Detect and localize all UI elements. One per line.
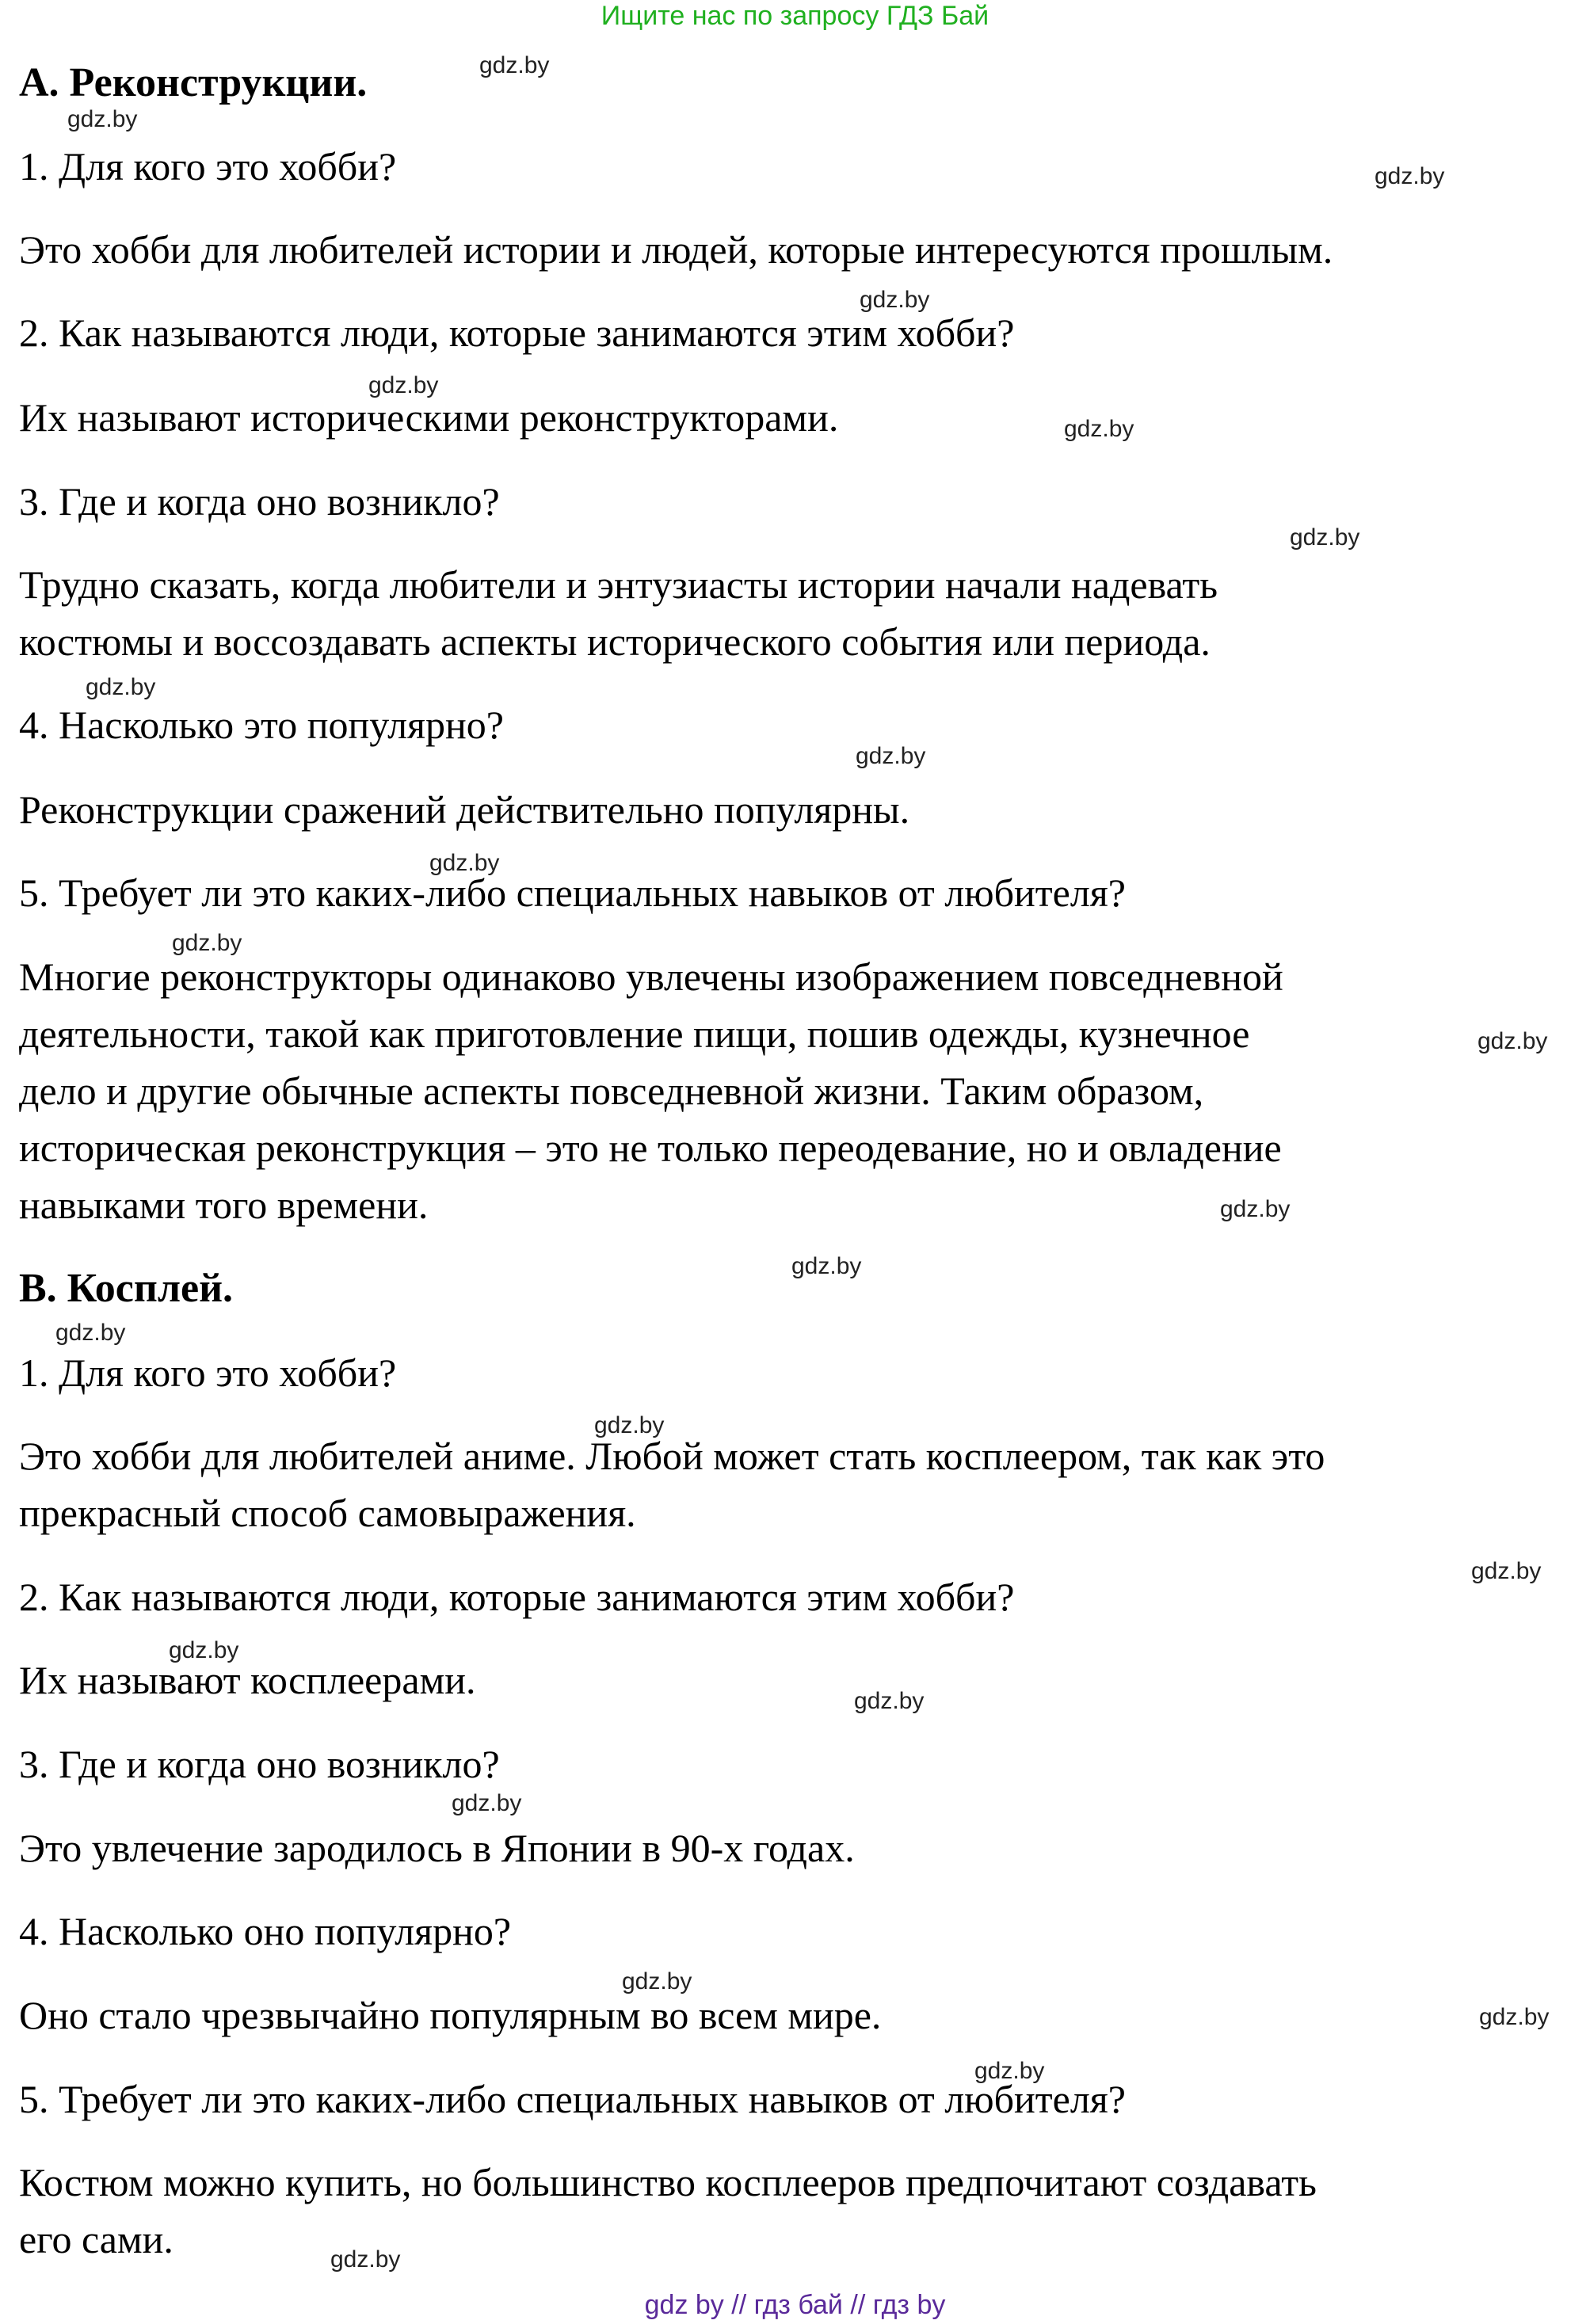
section-b-question-1: 1. Для кого это хобби? [19,1351,397,1395]
section-b-answer-5-line-2: его сами. [19,2217,173,2261]
watermark: gdz.by [452,1790,522,1816]
section-a-answer-5-line-5: навыками того времени. [19,1183,429,1227]
section-b-question-4: 4. Насколько оно популярно? [19,1909,512,1953]
section-a-answer-2: Их называют историческими реконструкторами. [19,395,839,440]
watermark: gdz.by [974,2058,1045,2084]
watermark: gdz.by [429,850,500,876]
watermark: gdz.by [368,372,439,398]
watermark: gdz.by [856,743,926,769]
watermark: gdz.by [1478,1028,1548,1054]
watermark: gdz.by [67,106,138,132]
section-a-question-2: 2. Как называются люди, которые занимаются этим хобби? [19,311,1015,355]
section-a-answer-3-line-1: Трудно сказать, когда любители и энтузиасты истории начали надевать [19,562,1218,607]
watermark: gdz.by [1220,1196,1291,1222]
section-a-question-3: 3. Где и когда оно возникло? [19,479,500,524]
watermark: gdz.by [330,2246,401,2273]
watermark: gdz.by [1471,1558,1542,1584]
footer-links: gdz by // гдз бай // гдз by [644,2290,946,2320]
section-a-question-5: 5. Требует ли это каких-либо специальных навыков от любителя? [19,871,1126,915]
watermark: gdz.by [594,1412,665,1438]
watermark: gdz.by [1064,416,1134,442]
section-a-question-4: 4. Насколько это популярно? [19,703,504,747]
watermark: gdz.by [55,1320,126,1346]
section-b-question-3: 3. Где и когда оно возникло? [19,1742,500,1786]
section-b-question-2: 2. Как называются люди, которые занимаются этим хобби? [19,1575,1015,1619]
section-b-answer-1-line-1: Это хобби для любителей аниме. Любой может стать косплеером, так как это [19,1434,1325,1478]
watermark: gdz.by [172,930,242,956]
section-a-answer-5-line-3: дело и другие обычные аспекты повседневной жизни. Таким образом, [19,1069,1204,1113]
section-b-question-5: 5. Требует ли это каких-либо специальных навыков от любителя? [19,2077,1126,2121]
section-a-answer-1: Это хобби для любителей истории и людей, которые интересуются прошлым. [19,227,1333,272]
watermark: gdz.by [860,287,930,313]
watermark: gdz.by [1479,2004,1550,2030]
watermark: gdz.by [86,674,156,700]
watermark: gdz.by [791,1253,862,1279]
section-a-heading: A. Реконструкции. [19,60,368,105]
section-b-answer-1-line-2: прекрасный способ самовыражения. [19,1491,636,1535]
section-a-answer-5-line-2: деятельности, такой как приготовление пищи, пошив одежды, кузнечное [19,1012,1250,1056]
section-a-answer-5-line-4: историческая реконструкция – это не только переодевание, но и овладение [19,1126,1282,1170]
top-banner: Ищите нас по запросу ГДЗ Бай [601,1,989,31]
section-a-answer-4: Реконструкции сражений действительно популярны. [19,787,910,832]
watermark: gdz.by [479,52,550,78]
watermark: gdz.by [1375,163,1445,189]
section-b-answer-3: Это увлечение зародилось в Японии в 90-х годах. [19,1826,855,1870]
watermark: gdz.by [1290,524,1360,551]
section-b-heading: B. Косплей. [19,1266,234,1311]
section-a-answer-3-line-2: костюмы и воссоздавать аспекты исторического события или периода. [19,619,1211,664]
watermark: gdz.by [169,1637,239,1663]
watermark: gdz.by [622,1968,692,1994]
section-a-question-1: 1. Для кого это хобби? [19,144,397,189]
section-b-answer-5-line-1: Костюм можно купить, но большинство косплееров предпочитают создавать [19,2160,1317,2204]
watermark: gdz.by [854,1688,925,1714]
section-b-answer-2: Их называют косплеерами. [19,1658,476,1702]
section-b-answer-4: Оно стало чрезвычайно популярным во всем мире. [19,1993,882,2037]
section-a-answer-5-line-1: Многие реконструкторы одинаково увлечены изображением повседневной [19,954,1283,999]
